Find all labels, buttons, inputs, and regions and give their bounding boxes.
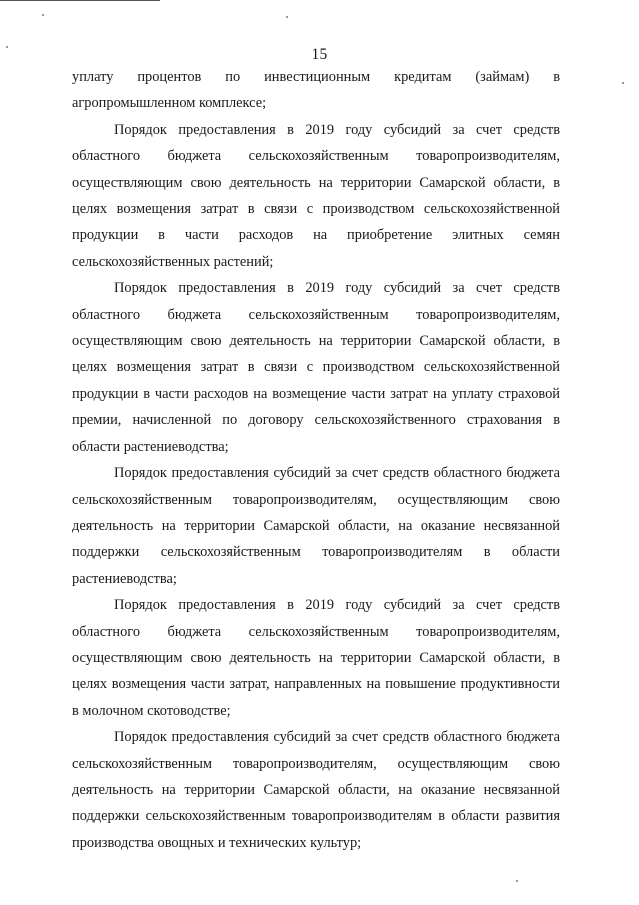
- paragraph-continuation: уплату процентов по инвестиционным кредитам (займам) в агропромышленном комплексе;: [72, 69, 560, 112]
- paragraph-crop-insurance: Порядок предоставления в 2019 году субсидий за счет средств областного бюджета сельскохозяйственным товаропроизводителям, осуществляющим свою деятельность на территории Самарской области, в целях возмещения затрат в связи с производством сельскохозяйственной продукции в части расходов на возмещение части затрат на уплату страховой премии, начисленной по договору сельскохозяйственного страхования в области растениеводства;: [72, 280, 560, 455]
- scan-speck: [286, 16, 288, 18]
- scan-top-rule: [0, 0, 160, 1]
- page-number: 15: [311, 46, 328, 63]
- scan-speck: [622, 82, 624, 84]
- scan-speck: [516, 880, 518, 882]
- paragraph-elite-seeds: Порядок предоставления в 2019 году субсидий за счет средств областного бюджета сельскохозяйственным товаропроизводителям, осуществляющим свою деятельность на территории Самарской области, в целях возмещения затрат в связи с производством сельскохозяйственной продукции в части расходов на приобретение элитных семян сельскохозяйственных растений;: [72, 121, 560, 270]
- document-body: [72, 64, 560, 856]
- paragraph-vegetable-technical-crops: Порядок предоставления субсидий за счет средств областного бюджета сельскохозяйственным товаропроизводителям, осуществляющим свою деятельность на территории Самарской области, на оказание несвязанной поддержки сельскохозяйственным товаропроизводителям в области развития производства овощных и технических культур;: [72, 729, 560, 851]
- paragraph-dairy-productivity: Порядок предоставления в 2019 году субсидий за счет средств областного бюджета сельскохозяйственным товаропроизводителям, осуществляющим свою деятельность на территории Самарской области, в целях возмещения части затрат, направленных на повышение продуктивности в молочном скотоводстве;: [72, 597, 560, 719]
- scan-speck: [42, 14, 44, 16]
- paragraph-crop-support: Порядок предоставления субсидий за счет средств областного бюджета сельскохозяйственным товаропроизводителям, осуществляющим свою деятельность на территории Самарской области, на оказание несвязанной поддержки сельскохозяйственным товаропроизводителям в области растениеводства;: [72, 465, 560, 587]
